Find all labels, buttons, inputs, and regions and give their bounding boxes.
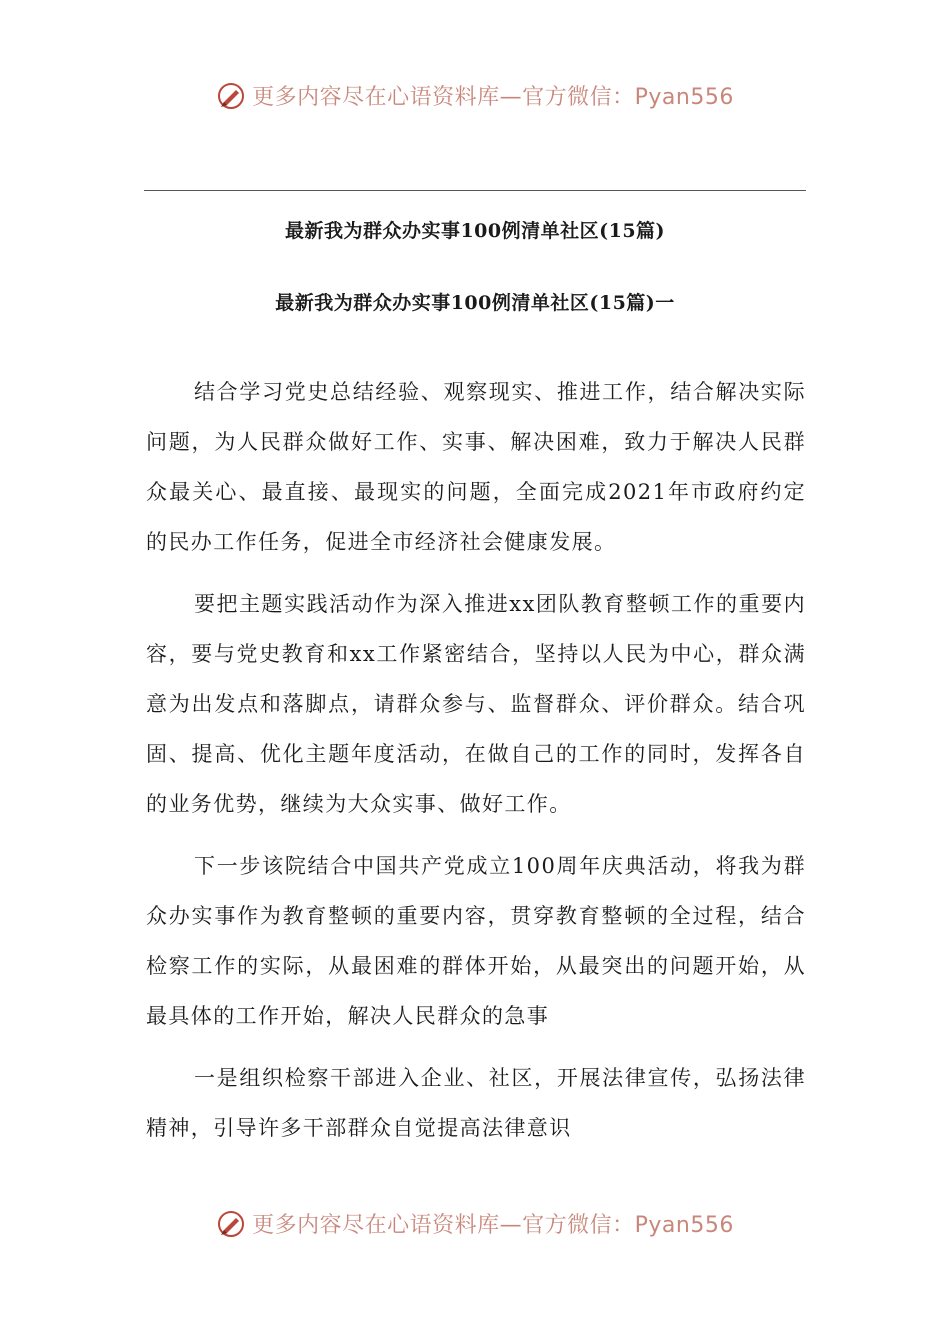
- pen-circle-logo-icon: [216, 81, 246, 111]
- document-title: 最新我为群众办实事100例清单社区(15篇): [284, 220, 666, 242]
- paragraph-1: 结合学习党史总结经验、观察现实、推进工作，结合解决实际问题，为人民群众做好工作、实事、解决困难，致力于解决人民群众最关心、最直接、最现实的问题，全面完成2021年市政府约定的民办工作任务，促进全市经济社会健康发展。: [146, 380, 806, 554]
- paragraph-2: 要把主题实践活动作为深入推进xx团队教育整顿工作的重要内容，要与党史教育和xx工作紧密结合，坚持以人民为中心，群众满意为出发点和落脚点，请群众参与、监督群众、评价群众。结合巩固、提高、优化主题年度活动，在做自己的工作的同时，发挥各自的业务优势，继续为大众实事、做好工作。: [146, 592, 806, 816]
- header-banner: [0, 80, 950, 111]
- document-body: [146, 367, 806, 1165]
- pen-circle-logo-icon: [216, 1209, 246, 1239]
- header-divider: [144, 190, 806, 191]
- paragraph-4: 一是组织检察干部进入企业、社区，开展法律宣传，弘扬法律精神，引导许多干部群众自觉提高法律意识: [146, 1066, 806, 1140]
- footer-banner-text: 更多内容尽在心语资料库—官方微信：Pyan556: [252, 1213, 734, 1238]
- footer-banner: [0, 1208, 950, 1239]
- document-subtitle: 最新我为群众办实事100例清单社区(15篇)一: [275, 292, 675, 314]
- paragraph-3: 下一步该院结合中国共产党成立100周年庆典活动，将我为群众办实事作为教育整顿的重要内容，贯穿教育整顿的全过程，结合检察工作的实际，从最困难的群体开始，从最突出的问题开始，从最具体的工作开始，解决人民群众的急事: [146, 854, 806, 1028]
- header-banner-text: 更多内容尽在心语资料库—官方微信：Pyan556: [252, 85, 734, 110]
